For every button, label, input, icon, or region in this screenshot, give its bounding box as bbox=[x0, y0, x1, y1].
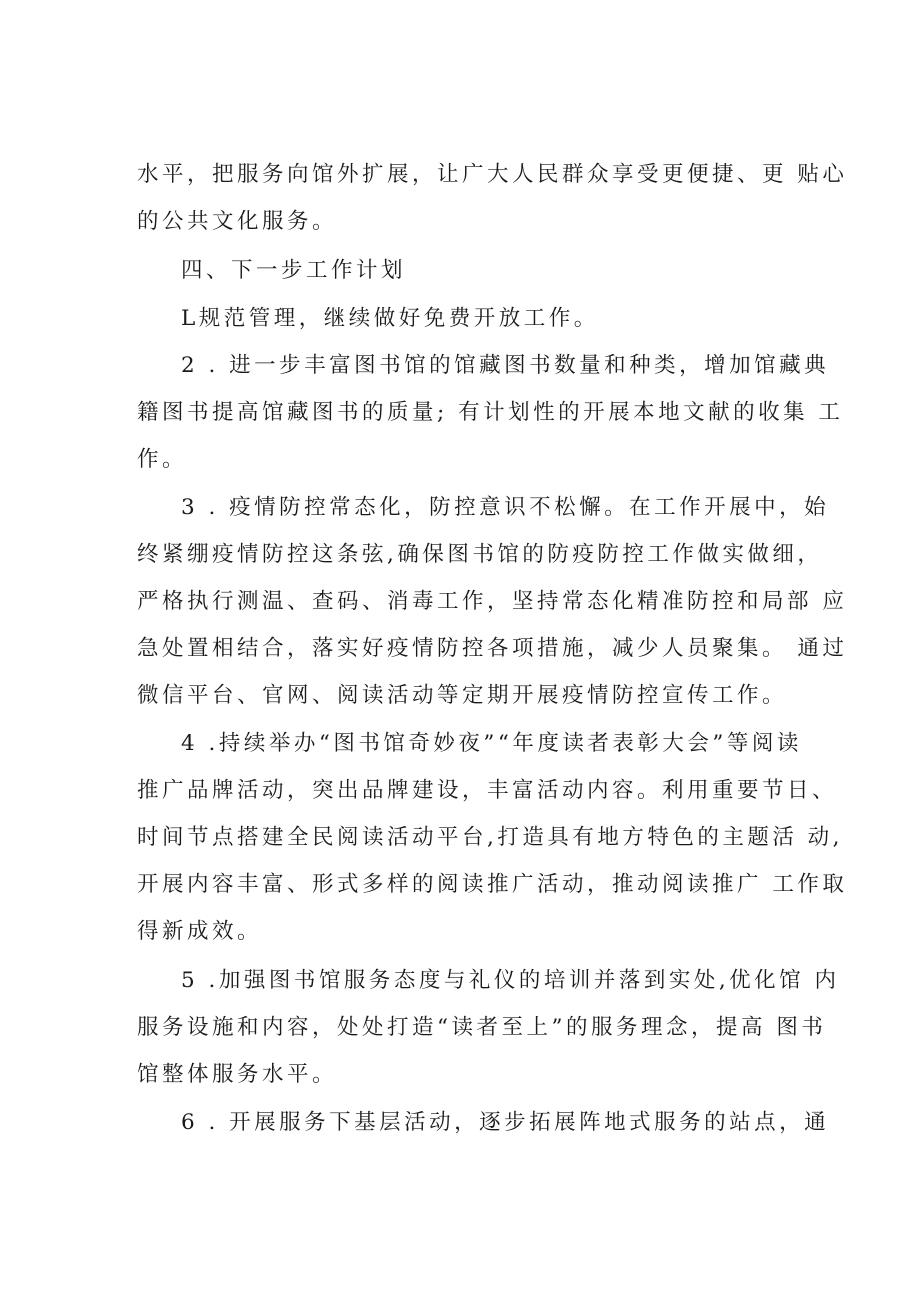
paragraph-line: 严格执行测温、查码、消毒工作，坚持常态化精准防控和局部 应 bbox=[137, 589, 848, 614]
paragraph-line: 微信平台、官网、阅读活动等定期开展疫情防控宣传工作。 bbox=[137, 683, 788, 708]
list-item: 5 .加强图书馆服务态度与礼仪的培训并落到实处,优化馆 内 bbox=[181, 968, 840, 993]
paragraph-line: 急处置相结合，落实好疫情防控各项措施，减少人员聚集。 通过 bbox=[137, 636, 848, 661]
list-item: 6 . 开展服务下基层活动，逐步拓展阵地式服务的站点，通 bbox=[181, 1110, 830, 1135]
list-item: 3 . 疫情防控常态化，防控意识不松懈。在工作开展中，始 bbox=[181, 495, 830, 520]
paragraph-line: 时间节点搭建全民阅读活动平台,打造具有地方特色的主题活 动, bbox=[137, 825, 844, 850]
section-heading: 四、下一步工作计划 bbox=[181, 258, 407, 283]
paragraph-line: 开展内容丰富、形式多样的阅读推广活动，推动阅读推广 工作取 bbox=[137, 872, 848, 897]
paragraph-line: 推广品牌活动，突出品牌建设，丰富活动内容。利用重要节日、 bbox=[137, 778, 838, 803]
paragraph-line: 作。 bbox=[137, 447, 188, 472]
list-item: 2 . 进一步丰富图书馆的馆藏图书数量和种类，增加馆藏典 bbox=[181, 353, 830, 378]
paragraph-line: 得新成效。 bbox=[137, 919, 263, 944]
list-item: 4 .持续举办“图书馆奇妙夜”“年度读者表彰大会”等阅读 bbox=[181, 731, 802, 756]
paragraph-line: 馆整体服务水平。 bbox=[137, 1062, 338, 1087]
paragraph-line: 终紧绷疫情防控这条弦,确保图书馆的防疫防控工作做实做细， bbox=[137, 542, 823, 567]
paragraph-line: 的公共文化服务。 bbox=[137, 209, 338, 234]
paragraph-line: 籍图书提高馆藏图书的质量; 有计划性的开展本地文献的收集 工 bbox=[137, 400, 844, 425]
paragraph-line: 水平，把服务向馆外扩展，让广大人民群众享受更便捷、更 贴心 bbox=[137, 162, 848, 187]
list-item: L规范管理，继续做好免费开放工作。 bbox=[181, 306, 599, 331]
paragraph-line: 服务设施和内容，处处打造“读者至上”的服务理念，提高 图书 bbox=[137, 1015, 827, 1040]
